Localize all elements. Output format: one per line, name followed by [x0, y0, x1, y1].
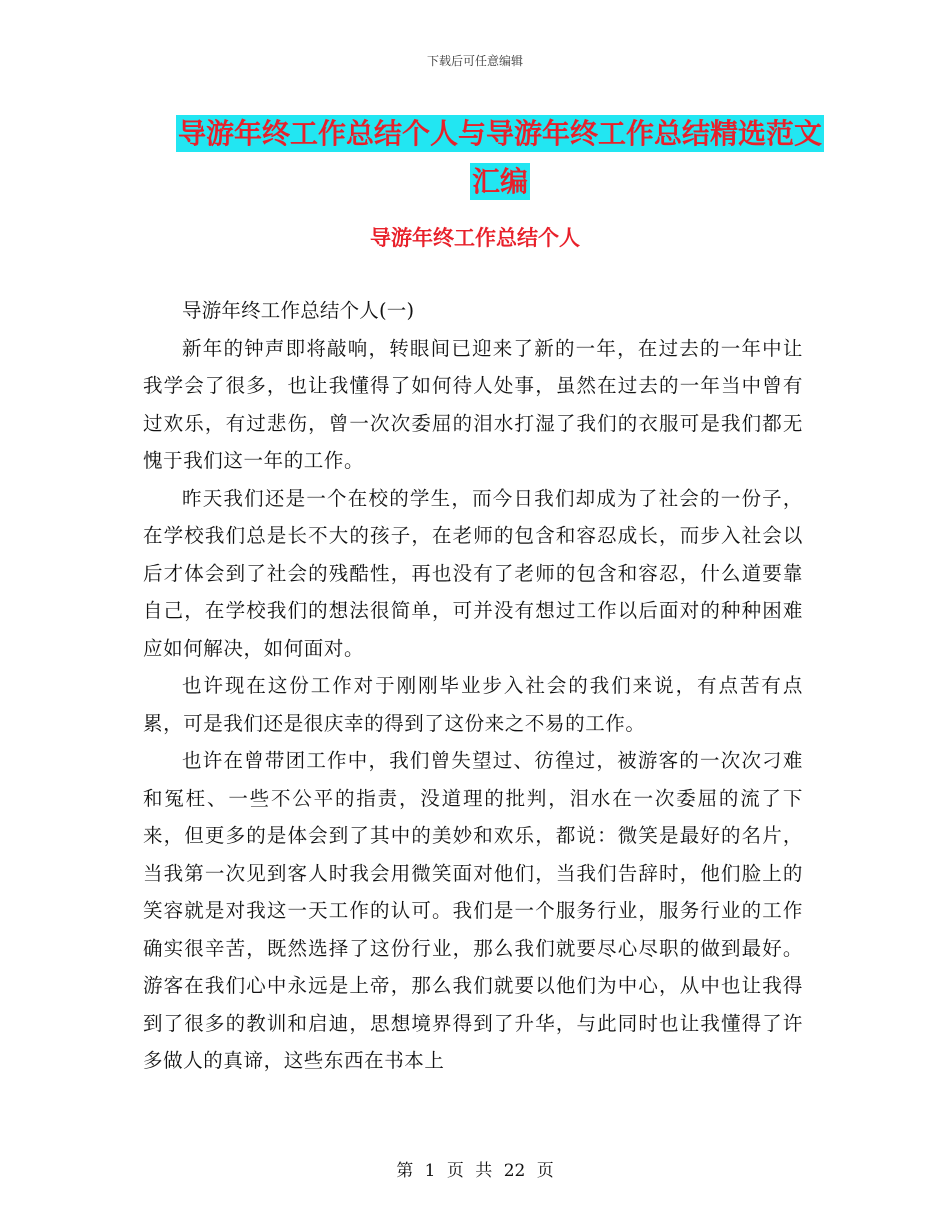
page-footer: 第 1 页 共 22 页 [396, 1161, 554, 1181]
header-note: 下载后可任意编辑 [426, 54, 523, 68]
paragraph-subheading: 导游年终工作总结个人(一) [182, 299, 415, 322]
document-body [143, 292, 803, 1080]
paragraph: 昨天我们还是一个在校的学生，而今日我们却成为了社会的一份子，在学校我们总是长不大的孩子，在老师的包含和容忍成长，而步入社会以后才体会到了社会的残酷性，再也没有了老师的包含和容忍，什么道要靠自己，在学校我们的想法很简单，可并没有想过工作以后面对的种种困难应如何解决，如何面对。 [143, 486, 803, 660]
paragraph: 也许现在这份工作对于刚刚毕业步入社会的我们来说，有点苦有点累，可是我们还是很庆幸的得到了这份来之不易的工作。 [143, 674, 803, 735]
paragraph: 也许在曾带团工作中，我们曾失望过、彷徨过，被游客的一次次刁难和冤枉、一些不公平的指责，没道理的批判，泪水在一次委屈的流了下来，但更多的是体会到了其中的美妙和欢乐，都说：微笑是最好的名片，当我第一次见到客人时我会用微笑面对他们，当我们告辞时，他们脸上的笑容就是对我这一天工作的认可。我们是一个服务行业，服务行业的工作确实很辛苦，既然选择了这份行业，那么我们就要尽心尽职的做到最好。游客在我们心中永远是上帝，那么我们就要以他们为中心，从中也让我得到了很多的教训和启迪，思想境界得到了升华，与此同时也让我懂得了许多做人的真谛，这些东西在书本上 [143, 749, 803, 1072]
paragraph: 新年的钟声即将敲响，转眼间已迎来了新的一年，在过去的一年中让我学会了很多，也让我懂得了如何待人处事，虽然在过去的一年当中曾有过欢乐，有过悲伤，曾一次次委屈的泪水打湿了我们的衣服可是我们都无愧于我们这一年的工作。 [143, 336, 803, 472]
section-title: 导游年终工作总结个人 [370, 226, 580, 250]
document-title [140, 110, 860, 206]
document-title-line-2: 汇编 [471, 165, 528, 198]
document-title-line-1: 导游年终工作总结个人与导游年终工作总结精选范文 [177, 117, 822, 150]
